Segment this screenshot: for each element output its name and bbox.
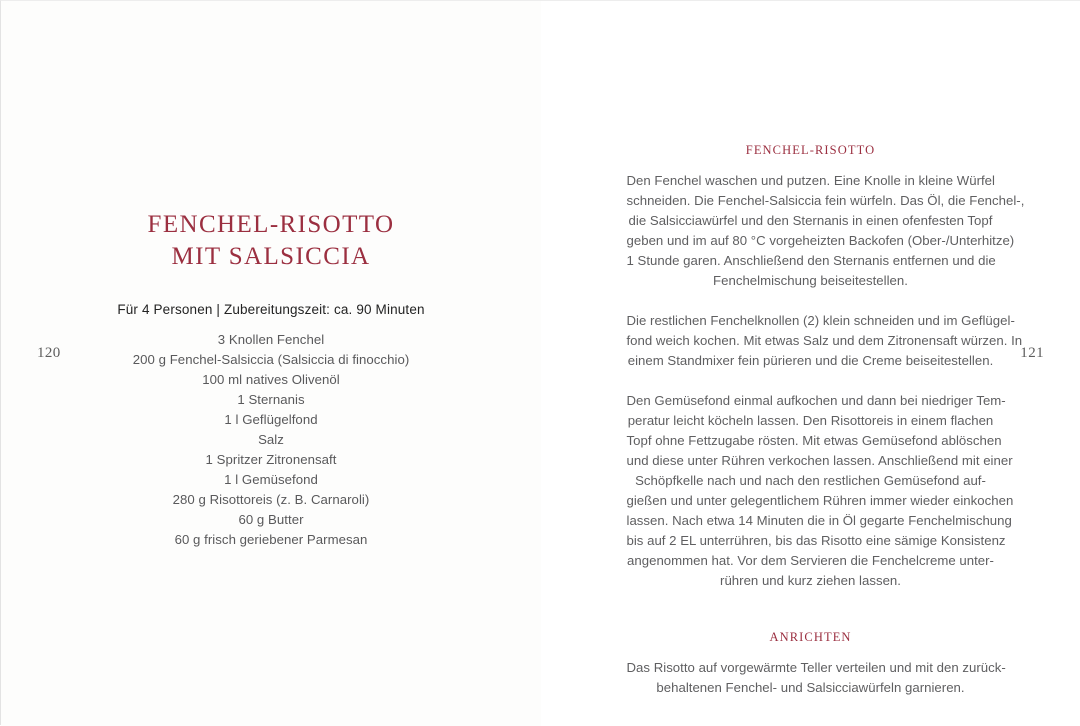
ingredients-list: [81, 330, 461, 550]
text-line: lassen. Nach etwa 14 Minuten die in Öl gegarte Fenchelmischung: [627, 511, 995, 531]
page-number-left: 120: [37, 346, 61, 361]
method-paragraph-2: [627, 311, 995, 371]
text-line: einem Standmixer fein pürieren und die Creme beiseitestellen.: [627, 351, 995, 371]
method-paragraph-3: [627, 391, 995, 591]
recipe-title-line-2: MIT SALSICCIA: [91, 241, 451, 273]
text-line: Den Fenchel waschen und putzen. Eine Knolle in kleine Würfel: [627, 171, 995, 191]
ingredient-item: 1 l Geflügelfond: [81, 410, 461, 430]
ingredient-item: 1 Sternanis: [81, 390, 461, 410]
text-line: Die restlichen Fenchelknollen (2) klein schneiden und im Geflügel-: [627, 311, 995, 331]
text-line: schneiden. Die Fenchel-Salsiccia fein würfeln. Das Öl, die Fenchel-,: [627, 191, 995, 211]
ingredient-item: Salz: [81, 430, 461, 450]
ingredient-item: 60 g Butter: [81, 510, 461, 530]
method-paragraph-1: [627, 171, 995, 291]
text-line: bis auf 2 EL unterrühren, bis das Risotto eine sämige Konsistenz: [627, 531, 995, 551]
text-line: Den Gemüsefond einmal aufkochen und dann bei niedriger Tem-: [627, 391, 995, 411]
text-line: und diese unter Rühren verkochen lassen. Anschließend mit einer: [627, 451, 995, 471]
text-line: fond weich kochen. Mit etwas Salz und dem Zitronensaft würzen. In: [627, 331, 995, 351]
text-line: Fenchelmischung beiseitestellen.: [627, 271, 995, 291]
ingredient-item: 1 Spritzer Zitronensaft: [81, 450, 461, 470]
text-line: 1 Stunde garen. Anschließend den Sternanis entfernen und die: [627, 251, 995, 271]
ingredient-item: 3 Knollen Fenchel: [81, 330, 461, 350]
text-line: geben und im auf 80 °C vorgeheizten Backofen (Ober-/Unterhitze): [627, 231, 995, 251]
recipe-title: [91, 209, 451, 273]
method-section: [627, 143, 995, 698]
text-line: peratur leicht köcheln lassen. Den Risottoreis in einem flachen: [627, 411, 995, 431]
page-left: [1, 1, 541, 726]
text-line: behaltenen Fenchel- und Salsicciawürfeln garnieren.: [627, 678, 995, 698]
text-line: die Salsicciawürfel und den Sternanis in einen ofenfesten Topf: [627, 211, 995, 231]
page-right: [541, 1, 1080, 726]
recipe-title-line-1: FENCHEL-RISOTTO: [91, 209, 451, 241]
method-heading-fenchel-risotto: FENCHEL-RISOTTO: [627, 143, 995, 158]
recipe-header: [91, 209, 451, 320]
text-line: rühren und kurz ziehen lassen.: [627, 571, 995, 591]
method-paragraph-4: [627, 658, 995, 698]
method-heading-anrichten: ANRICHTEN: [627, 630, 995, 645]
text-line: Das Risotto auf vorgewärmte Teller verteilen und mit den zurück-: [627, 658, 995, 678]
ingredient-item: 60 g frisch geriebener Parmesan: [81, 530, 461, 550]
text-line: Schöpfkelle nach und nach den restlichen Gemüsefond auf-: [627, 471, 995, 491]
ingredient-item: 200 g Fenchel-Salsiccia (Salsiccia di finocchio): [81, 350, 461, 370]
page-number-right: 121: [1020, 346, 1044, 361]
ingredient-item: 100 ml natives Olivenöl: [81, 370, 461, 390]
text-line: Topf ohne Fettzugabe rösten. Mit etwas Gemüsefond ablöschen: [627, 431, 995, 451]
ingredient-item: 1 l Gemüsefond: [81, 470, 461, 490]
recipe-servings-and-time: Für 4 Personen | Zubereitungszeit: ca. 90 Minuten: [91, 301, 451, 320]
ingredient-item: 280 g Risottoreis (z. B. Carnaroli): [81, 490, 461, 510]
text-line: angenommen hat. Vor dem Servieren die Fenchelcreme unter-: [627, 551, 995, 571]
text-line: gießen und unter gelegentlichem Rühren immer wieder einkochen: [627, 491, 995, 511]
